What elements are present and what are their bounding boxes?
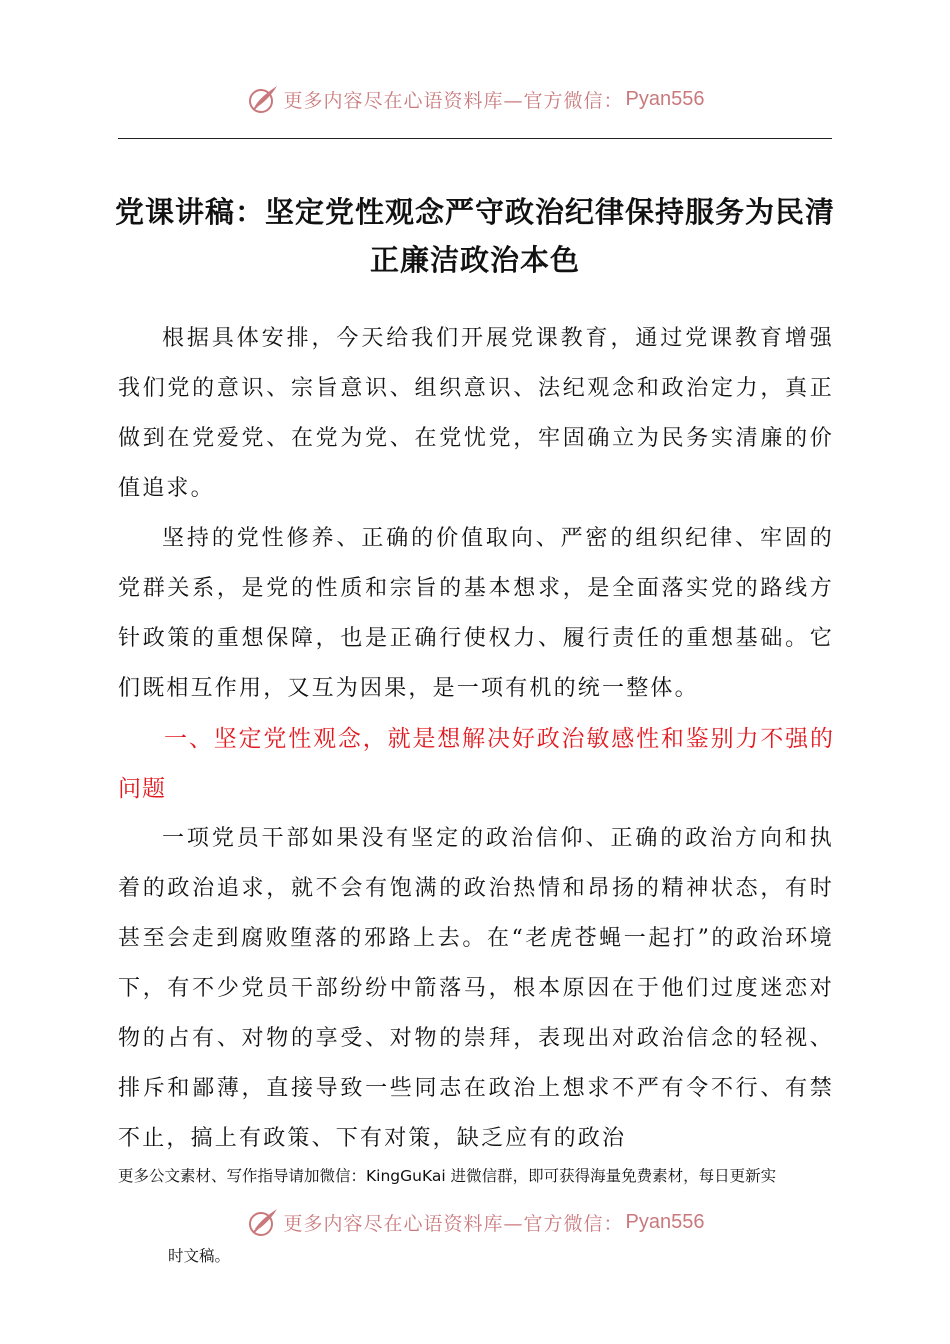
paragraph-1: 根据具体安排，今天给我们开展党课教育，通过党课教育增强我们党的意识、宗旨意识、组织意识、法纪观念和政治定力，真正做到在党爱党、在党为党、在党忧党，牢固确立为民务实清廉的价值追求。 [118,326,834,501]
header-watermark [0,82,950,116]
footer-note-tail: 时文稿。 [168,1247,231,1265]
document-body [118,314,834,1164]
paragraph-2: 坚持的党性修养、正确的价值取向、严密的组织纪律、牢固的党群关系，是党的性质和宗旨的基本想求，是全面落实党的路线方针政策的重想保障，也是正确行使权力、履行责任的重想基础。它们既相互作用，又互为因果，是一项有机的统一整体。 [118,526,834,701]
watermark-text: 更多内容尽在心语资料库—官方微信： [283,1212,624,1235]
section-heading-1: 一、坚定党性观念，就是想解决好政治敏感性和鉴别力不强的问题 [118,726,834,802]
footer-note: 更多公文素材、写作指导请加微信：KingGuKai 进微信群，即可获得海量免费素材，每日更新实 [118,1167,777,1185]
paragraph-3: 一项党员干部如果没有坚定的政治信仰、正确的政治方向和执着的政治追求，就不会有饱满的政治热情和昂扬的精神状态，有时甚至会走到腐败堕落的邪路上去。在“老虎苍蝇一起打”的政治环境下，有不少党员干部纷纷中箭落马，根本原因在于他们过度迷恋对物的占有、对物的享受、对物的崇拜，表现出对政治信念的轻视、排斥和鄙薄，直接导致一些同志在政治上想求不严有令不行、有禁不止，搞上有政策、下有对策，缺乏应有的政治 [118,826,834,1151]
watermark-text: 更多内容尽在心语资料库—官方微信： [283,89,624,112]
footer-watermark [0,1205,950,1239]
watermark-wechat-id: Pyan556 [625,1210,705,1233]
quill-logo-icon [246,1205,280,1239]
header-rule [118,138,832,139]
quill-logo-icon [246,82,280,116]
document-title: 党课讲稿：坚定党性观念严守政治纪律保持服务为民清正廉洁政治本色 [114,195,835,277]
watermark-wechat-id: Pyan556 [625,87,705,110]
